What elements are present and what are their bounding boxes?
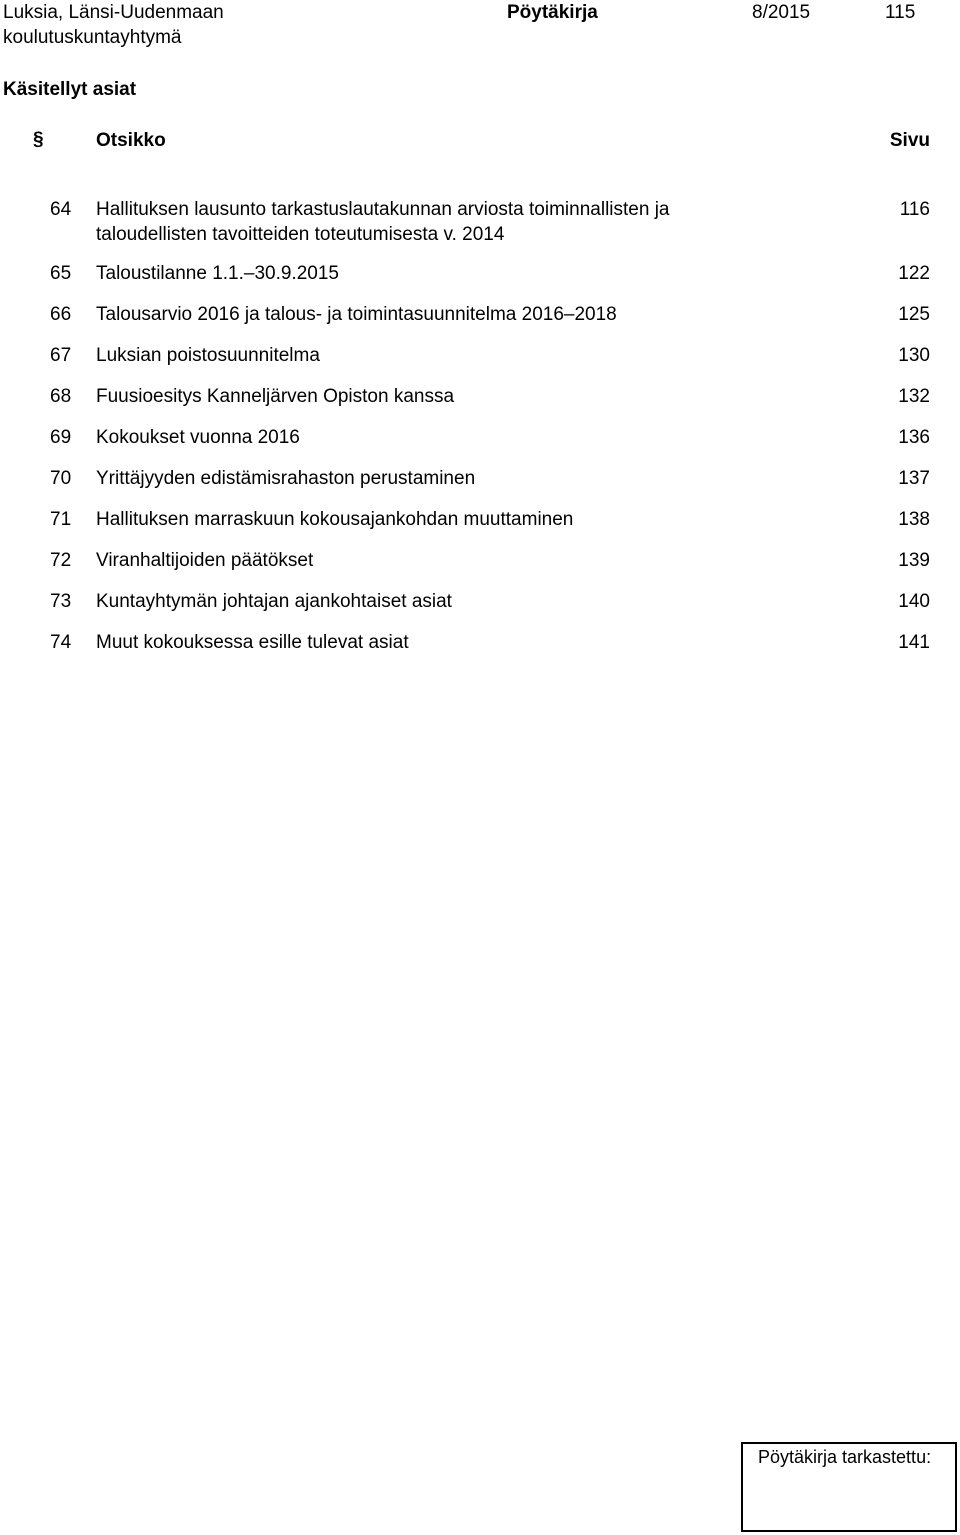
- item-page: 138: [898, 509, 930, 530]
- item-number: 66: [50, 304, 72, 325]
- item-title: Kokoukset vuonna 2016: [96, 427, 300, 448]
- item-title: Fuusioesitys Kanneljärven Opiston kanssa: [96, 386, 455, 407]
- item-page: 141: [898, 632, 930, 653]
- item-page: 136: [898, 427, 930, 448]
- organization-name-line2: koulutuskuntayhtymä: [3, 27, 182, 48]
- item-number: 67: [50, 345, 72, 366]
- item-title: Hallituksen marraskuun kokousajankohdan muuttaminen: [96, 509, 574, 530]
- item-number: 70: [50, 468, 72, 489]
- item-number: 68: [50, 386, 72, 407]
- page-number: 115: [885, 2, 916, 23]
- item-page: 132: [898, 386, 930, 407]
- organization-name-line1: Luksia, Länsi-Uudenmaan: [3, 2, 224, 23]
- item-title-line2: taloudellisten tavoitteiden toteutumisesta v. 2014: [96, 224, 505, 245]
- item-number: 65: [50, 263, 72, 284]
- item-title: Viranhaltijoiden päätökset: [96, 550, 314, 571]
- review-box: [741, 1442, 957, 1532]
- organization-name: [3, 0, 224, 50]
- item-number: 64: [50, 199, 72, 220]
- item-page: 137: [898, 468, 930, 489]
- item-title: Luksian poistosuunnitelma: [96, 345, 320, 366]
- item-title: Talousarvio 2016 ja talous- ja toimintasuunnitelma 2016–2018: [96, 304, 617, 325]
- item-number: 71: [50, 509, 72, 530]
- item-title: [96, 197, 776, 247]
- item-title-line1: Hallituksen lausunto tarkastuslautakunnan arviosta toiminnallisten ja: [96, 199, 670, 220]
- item-number: 74: [50, 632, 72, 653]
- item-title: Taloustilanne 1.1.–30.9.2015: [96, 263, 339, 284]
- item-page: 116: [899, 199, 930, 220]
- item-page: 140: [898, 591, 930, 612]
- review-label: Pöytäkirja tarkastettu:: [758, 1447, 932, 1467]
- item-title: Yrittäjyyden edistämisrahaston perustaminen: [96, 468, 476, 489]
- item-page: 122: [898, 263, 930, 284]
- item-title: Kuntayhtymän johtajan ajankohtaiset asiat: [96, 591, 452, 612]
- item-number: 73: [50, 591, 72, 612]
- item-page: 139: [898, 550, 930, 571]
- section-sign: §: [33, 129, 44, 150]
- item-title: Muut kokouksessa esille tulevat asiat: [96, 632, 409, 653]
- item-page: 130: [898, 345, 930, 366]
- column-header-page: Sivu: [889, 130, 930, 151]
- section-title: Käsitellyt asiat: [3, 79, 137, 100]
- item-number: 69: [50, 427, 72, 448]
- item-page: 125: [898, 304, 930, 325]
- document-type: Pöytäkirja: [507, 2, 598, 23]
- column-header-title: Otsikko: [96, 130, 166, 151]
- item-number: 72: [50, 550, 72, 571]
- document-number: 8/2015: [752, 2, 811, 23]
